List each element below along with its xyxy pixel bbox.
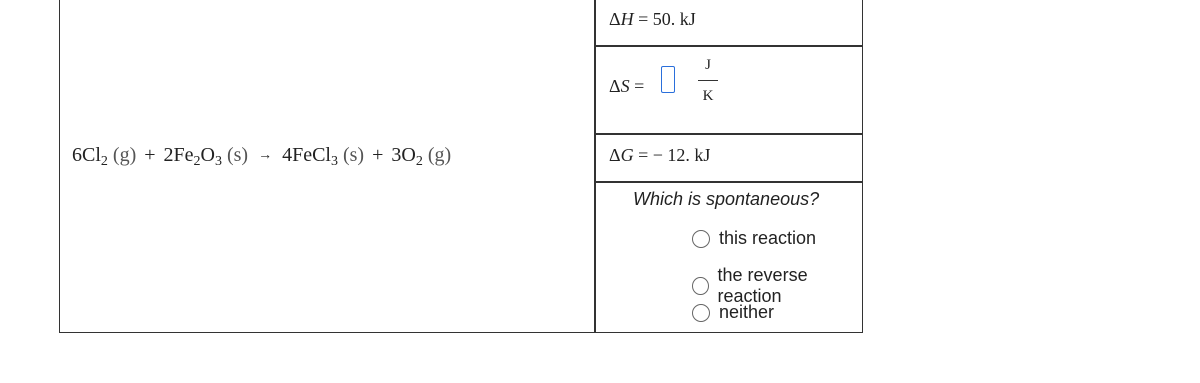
radio-button[interactable]	[692, 304, 710, 322]
fraction-bar	[698, 80, 718, 81]
spontaneity-question: Which is spontaneous?	[633, 189, 820, 209]
reaction-arrow-icon: →	[258, 148, 273, 163]
product-2: $3O_2$ (g)	[391, 144, 452, 169]
option-reverse-reaction[interactable]	[692, 265, 862, 307]
delta-h-cell	[596, 0, 863, 45]
delta-g-cell	[596, 135, 863, 181]
delta-s-answer-input[interactable]	[661, 66, 675, 93]
delta-h-expression: ΔH = 50. kJ	[609, 9, 696, 29]
unit-numerator: J	[705, 57, 711, 73]
reactant-2: $2Fe_2O_3$ (s)	[163, 144, 249, 169]
plus-sign: +	[144, 144, 156, 166]
plus-sign: +	[372, 144, 384, 166]
option-neither[interactable]	[692, 302, 774, 323]
chemical-equation	[72, 144, 451, 167]
radio-button[interactable]	[692, 277, 709, 295]
radio-button[interactable]	[692, 230, 710, 248]
delta-s-expression: ΔS =	[609, 76, 645, 96]
option-label: the reverse reaction	[717, 265, 808, 306]
reactant-1: $6Cl_2$ (g)	[72, 144, 137, 169]
delta-s-cell	[596, 47, 863, 133]
option-label: this reaction	[719, 228, 817, 248]
delta-s-unit	[694, 57, 722, 105]
delta-g-expression: ΔG = − 12. kJ	[609, 145, 711, 165]
unit-denominator: K	[702, 88, 714, 104]
row-divider	[596, 181, 863, 183]
product-1: 4FeCl$_3$ (s)	[282, 144, 365, 169]
reaction-table	[59, 0, 863, 333]
option-label: neither	[719, 302, 775, 322]
option-this-reaction[interactable]	[692, 228, 816, 249]
